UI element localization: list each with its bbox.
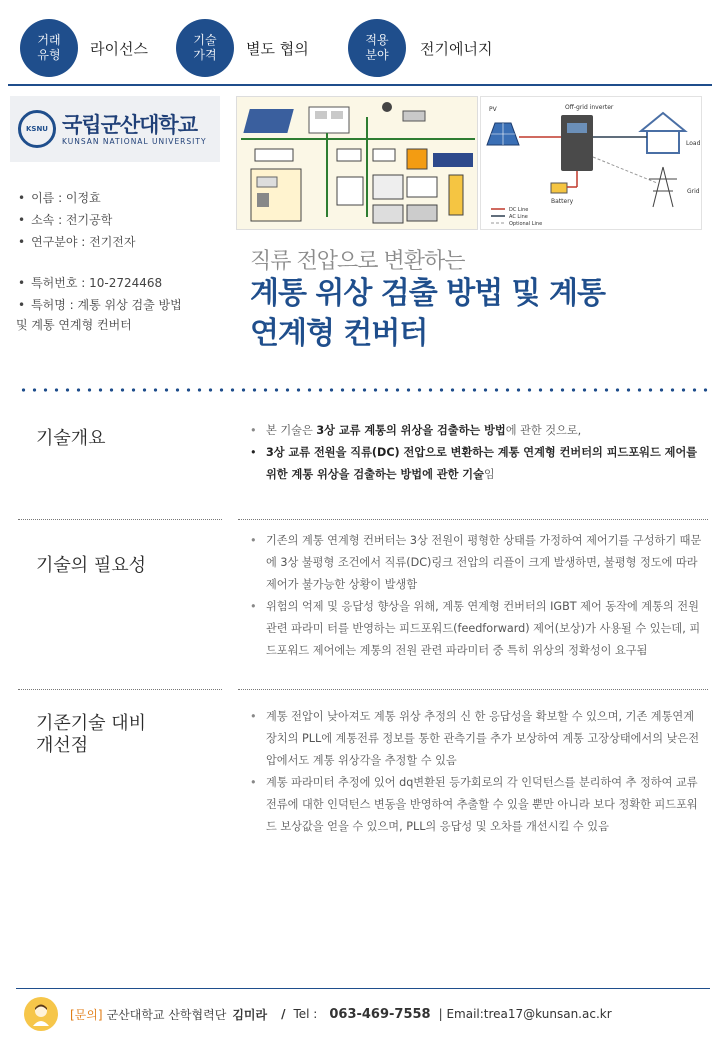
improvement-heading: 기존기술 대비 개선점 xyxy=(36,713,147,756)
divider xyxy=(18,689,222,690)
tech-price-value: 별도 협의 xyxy=(246,39,309,58)
list-item: • 계통 파라미터 추정에 있어 dq변환된 등가회로의 각 인덕턴스를 분리하여 추 정하여 교류전류에 대한 인덕턴스 변동을 반영하여 추출할 수 있을 뿐만 아니라 보다 정확한 피드포워드 보상값을 얻을 수 있으며, PLL의 응답성 및 오차를 개선시킬 수 있음 xyxy=(248,772,704,838)
legend-dc: DC Line xyxy=(509,207,529,213)
seal-text: KSNU xyxy=(25,125,48,133)
list-item: • 기존의 계통 연계형 컨버터는 3상 전원이 평형한 상태를 가정하여 제어기를 구성하기 때문에 3상 불평형 조건에서 직류(DC)링크 전압의 리플이 크게 발생하면, 불평형 정도에 따라 제어가 불가능한 상황이 발생함 xyxy=(248,530,704,596)
university-seal-icon xyxy=(18,110,56,148)
section-divider-dotted xyxy=(18,388,710,392)
transaction-type-value: 라이선스 xyxy=(90,39,148,58)
overview-heading: 기술개요 xyxy=(36,428,106,449)
badge-line: 분야 xyxy=(365,48,389,62)
solar-panel-icon xyxy=(487,123,519,145)
transaction-type-badge xyxy=(20,19,78,77)
legend-optional: Optional Line xyxy=(509,221,543,227)
tech-price-badge xyxy=(176,19,234,77)
house-icon xyxy=(641,113,685,153)
list-item: • 위험의 억제 및 응답성 향상을 위해, 계통 연계형 컨버터의 IGBT 제어 동작에 계통의 전원 관련 파라미 터를 반영하는 피드포워드(feedforward) 제어(보상)가 사용될 수 있는데, 피드포워드 제어에는 계통의 전원 관련 파라미터 중 특히 위상의 정확성이 요구됨 xyxy=(248,596,704,662)
application-field-badge xyxy=(348,19,406,77)
legend-ac: AC Line xyxy=(509,214,528,220)
divider xyxy=(238,519,708,520)
tel-label: Tel : xyxy=(293,1007,318,1021)
battery-icon xyxy=(551,183,567,193)
university-name-ko: 국립군산대학교 xyxy=(62,112,198,137)
list-item: • 본 기술은 3상 교류 계통의 위상을 검출하는 방법에 관한 것으로, xyxy=(248,420,704,442)
divider xyxy=(18,519,222,520)
battery-label: Battery xyxy=(551,198,574,205)
off-grid-inverter-diagram xyxy=(480,96,702,230)
application-field-value: 전기에너지 xyxy=(420,39,493,58)
transmission-tower-icon xyxy=(649,167,677,207)
contact-name: 김미라 xyxy=(232,1007,268,1022)
header-divider xyxy=(8,84,712,86)
header-item-tech-price xyxy=(176,19,309,77)
footer-divider xyxy=(16,988,710,989)
research-field: • 연구분야 : 전기전자 xyxy=(18,235,136,249)
patent-name-cont: 및 계통 연계형 컨버터 xyxy=(16,318,132,332)
improvement-body xyxy=(248,706,704,838)
contact-footer xyxy=(24,998,612,1030)
contact-phone[interactable]: 063-469-7558 xyxy=(329,1006,431,1022)
list-item: • 계통 전압이 낮아져도 계통 위상 추정의 신 한 응답성을 확보할 수 있으며, 기존 계통연계장치의 PLL에 계통전류 정보를 통한 관측기를 추가 보상하여 계통 고장상태에서의 낮은전압에서도 계통 위상각을 추정할 수 있음 xyxy=(248,706,704,772)
header-bar xyxy=(0,0,720,86)
necessity-body xyxy=(248,530,704,662)
contact-org: 군산대학교 산학협력단 xyxy=(106,1007,227,1022)
researcher-name: • 이름 : 이정효 xyxy=(18,191,101,205)
badge-line: 기술 xyxy=(193,33,217,47)
badge-line: 적용 xyxy=(365,33,389,47)
title-line: 계통 위상 검출 방법 및 계통 xyxy=(250,276,606,311)
contact-email[interactable]: | Email:trea17@kunsan.ac.kr xyxy=(438,1007,612,1021)
document-title xyxy=(250,274,710,354)
grid-label: Grid xyxy=(687,188,700,195)
badge-line: 유형 xyxy=(37,48,61,62)
patent-name: • 특허명 : 계통 위상 검출 방법 xyxy=(18,298,182,312)
researcher-dept: • 소속 : 전기공학 xyxy=(18,213,113,227)
badge-line: 거래 xyxy=(37,33,61,47)
title-line: 연계형 컨버터 xyxy=(250,316,428,351)
pv-label: PV xyxy=(489,106,497,113)
inverter-label: Off-grid inverter xyxy=(565,104,614,111)
header-item-transaction-type xyxy=(20,19,148,77)
list-item: • 3상 교류 전원을 직류(DC) 전압으로 변환하는 계통 연계형 컨버터의 피드포워드 제어를 위한 계통 위상을 검출하는 방법에 관한 기술임 xyxy=(248,442,704,486)
system-block-diagram xyxy=(236,96,478,230)
document-subtitle: 직류 전압으로 변환하는 xyxy=(250,249,465,274)
header-item-application-field xyxy=(348,19,492,77)
separator: / xyxy=(281,1007,286,1021)
necessity-heading: 기술의 필요성 xyxy=(36,555,147,576)
badge-line: 가격 xyxy=(193,48,217,62)
inquiry-label: [문의] xyxy=(70,1007,103,1022)
overview-body xyxy=(248,420,704,486)
university-name-en: KUNSAN NATIONAL UNIVERSITY xyxy=(62,136,207,146)
load-label: Load xyxy=(686,140,701,147)
university-logo xyxy=(10,96,220,162)
patent-number: • 특허번호 : 10-2724468 xyxy=(18,276,163,290)
contact-person-icon xyxy=(24,997,58,1031)
divider xyxy=(238,689,708,690)
